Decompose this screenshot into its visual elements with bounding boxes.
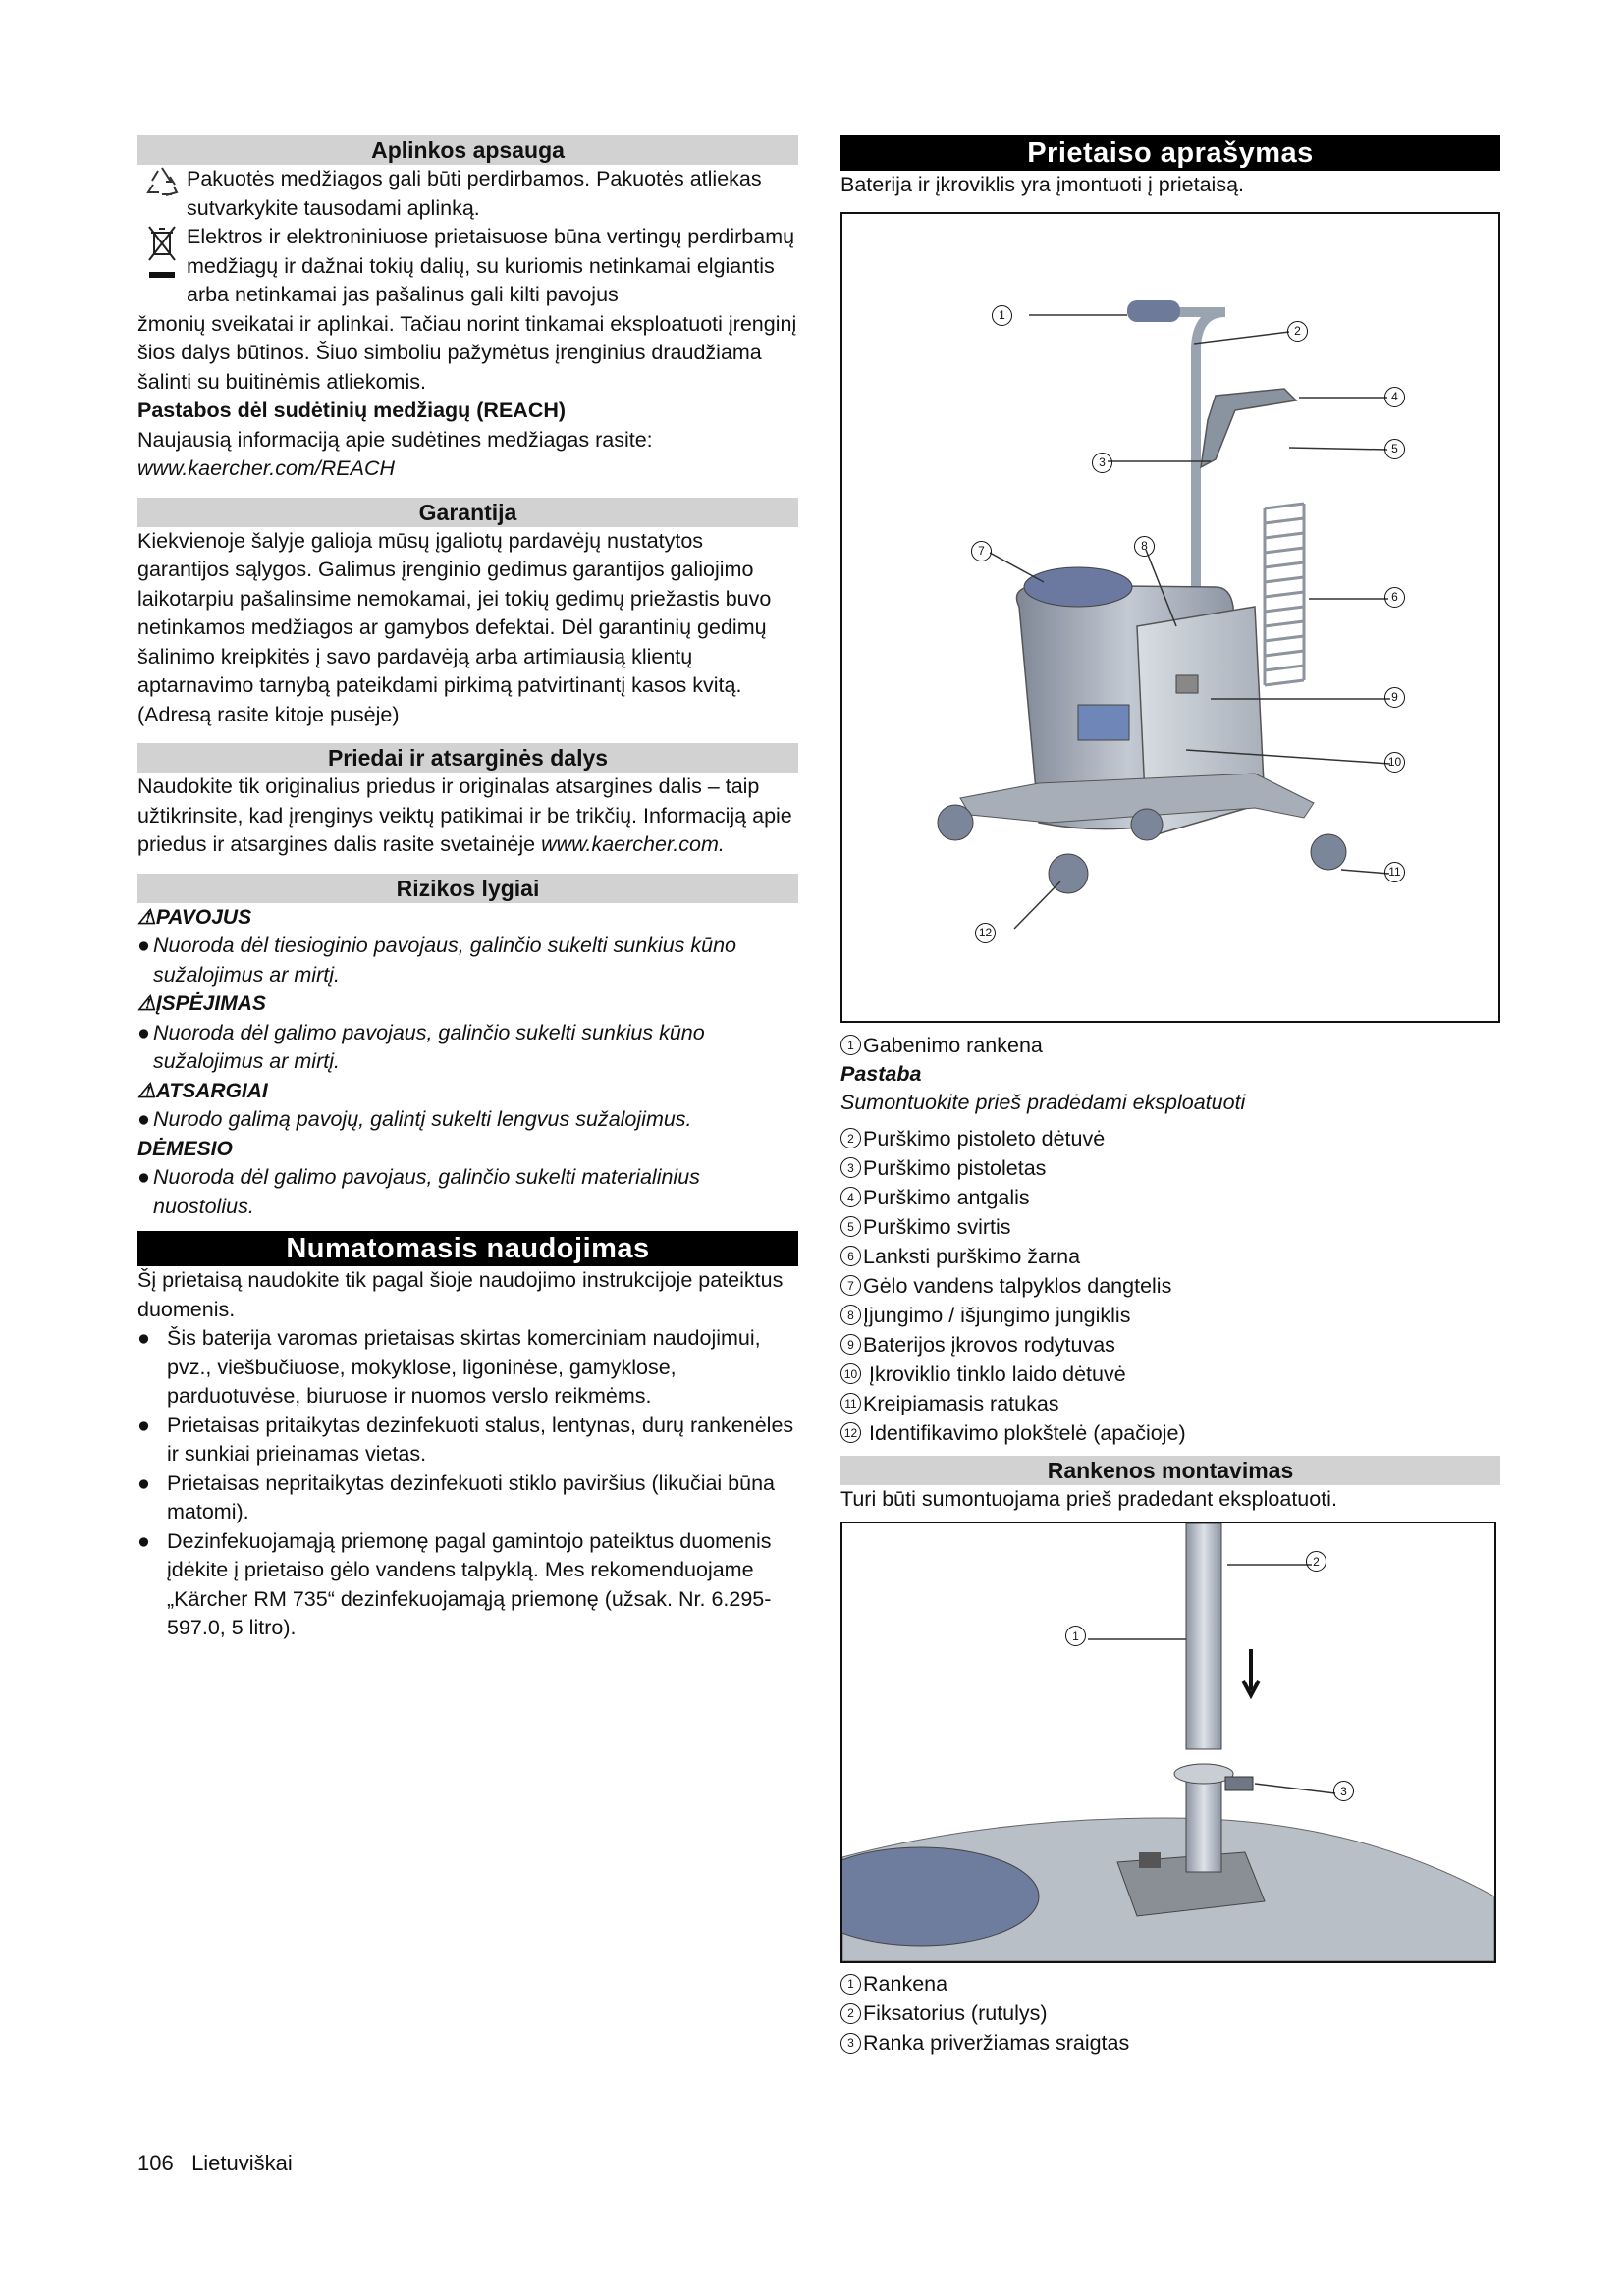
weee-paragraph [137, 223, 798, 310]
callout-11: 11 [1384, 862, 1405, 882]
callout-6: 6 [1384, 587, 1405, 608]
callout-8: 8 [1134, 536, 1155, 557]
handle-mounting-intro: Turi būti sumontuojama prieš pradedant eksploatuoti. [840, 1486, 1337, 1511]
risk-list [137, 903, 798, 1222]
risk-item-warning: ● Nuoroda dėl galimo pavojaus, galinčio sukelti sunkius kūno sužalojimus ar mirtį. [137, 1020, 705, 1073]
handle-illustration [842, 1523, 1494, 1961]
use-bullet: ● Šis baterija varomas prietaisas skirtas komerciniam naudojimui, pvz., viešbučiuose, mokyklose, ligoninėse, gamyklose, parduotuvėse, biuruose ir nuomos verslo reikmėms. [137, 1326, 761, 1408]
handle-figure [840, 1522, 1496, 1963]
callout-7: 7 [971, 541, 992, 561]
warranty-heading: Garantija [137, 498, 798, 527]
callout-10: 10 [1384, 752, 1405, 773]
intended-use-heading: Numatomasis naudojimas [137, 1231, 798, 1266]
legend-item: 2 Purškimo pistoleto dėtuvė [840, 1124, 1500, 1153]
use-bullet: ● Prietaisas nepritaikytas dezinfekuoti stiklo paviršius (likučiai būna matomi). [137, 1470, 776, 1523]
callout-1: 1 [1065, 1626, 1086, 1646]
env-p2a: Elektros ir elektroniniuose prietaisuose būna vertingų perdirbamų medžiagų ir dažnai tokių dalių, su kuriomis netinkamai elgiantis arba netinkamai jas pašalinus gali kilti pavojus [187, 225, 795, 306]
device-description-intro: Baterija ir įkroviklis yra įmontuoti į prietaisą. [840, 173, 1245, 196]
use-bullet: ● Prietaisas pritaikytas dezinfekuoti stalus, lentynas, durų rankenėles ir sunkiai prieinamas vietas. [137, 1413, 794, 1466]
legend-item: 2 Fiksatorius (rutulys) [840, 1999, 1500, 2028]
device-illustration [842, 214, 1498, 1021]
crossed-bin-icon [137, 223, 187, 310]
warranty-address: (Adresą rasite kitoje pusėje) [137, 702, 400, 726]
recycle-paragraph [137, 165, 798, 223]
reach-link[interactable]: www.kaercher.com/REACH [137, 456, 396, 480]
reach-title: Pastabos dėl sudėtinių medžiagų (REACH) [137, 399, 567, 422]
legend-item: 7 Gėlo vandens talpyklos dangtelis [840, 1271, 1500, 1301]
legend-item: 1 Rankena [840, 1969, 1500, 1999]
risk-label-caution: ⚠ATSARGIAI [137, 1079, 268, 1102]
warning-icon: ⚠ [137, 992, 156, 1015]
right-column [840, 135, 1500, 2057]
accessories-paragraph: Naudokite tik originalius priedus ir originalas atsargines dalis – taip užtikrinsite, kad įrenginys veiktų patikimai ir be trikčių. Informaciją apie priedus ir atsargines dalis rasite svetainėje www.kaercher.com. [137, 774, 792, 856]
callout-12: 12 [975, 923, 996, 943]
callout-3: 3 [1092, 453, 1112, 473]
risk-heading: Rizikos lygiai [137, 874, 798, 903]
legend-item: 1 Gabenimo rankena [840, 1031, 1500, 1060]
note-text: Sumontuokite prieš pradėdami eksploatuoti [840, 1091, 1246, 1114]
warning-icon: ⚠ [137, 1079, 156, 1102]
callout-3: 3 [1333, 1781, 1354, 1801]
legend-item: 10 Įkroviklio tinklo laido dėtuvė [840, 1360, 1500, 1389]
callout-4: 4 [1384, 387, 1405, 407]
risk-label-notice: DĖMESIO [137, 1137, 233, 1160]
legend-item: 3 Purškimo pistoletas [840, 1153, 1500, 1183]
risk-item-notice: ● Nuoroda dėl galimo pavojaus, galinčio sukelti materialinius nuostolius. [137, 1165, 700, 1218]
callout-5: 5 [1384, 439, 1405, 459]
accessories-link[interactable]: www.kaercher.com. [541, 832, 725, 856]
intended-use-intro: Šį prietaisą naudokite tik pagal šioje naudojimo instrukcijoje pateiktus duomenis. [137, 1268, 784, 1321]
reach-paragraph: Naujausią informaciją apie sudėtines medžiagas rasite: www.kaercher.com/REACH [137, 427, 653, 480]
recycle-icon [137, 165, 187, 223]
env-p1: Pakuotės medžiagos gali būti perdirbamos. Pakuotės atliekas sutvarkykite tausodami aplinką. [187, 167, 762, 220]
legend-item: 11 Kreipiamasis ratukas [840, 1389, 1500, 1418]
env-p2b: žmonių sveikatai ir aplinkai. Tačiau norint tinkamai eksploatuoti įrenginį šios dalys būtinos. Šiuo simboliu pažymėtus įrenginius draudžiama šalinti su buitinėmis atliekomis. [137, 311, 797, 394]
legend-item: 3 Ranka priveržiamas sraigtas [840, 2028, 1500, 2057]
warning-icon: ⚠ [137, 905, 156, 929]
legend-item: 9 Baterijos įkrovos rodytuvas [840, 1330, 1500, 1360]
note-title: Pastaba [840, 1061, 922, 1086]
use-bullet: ● Dezinfekuojamąją priemonę pagal gamintojo pateiktus duomenis įdėkite į prietaiso gėlo vandens talpyklą. Mes rekomenduojame „Kärcher RM 735“ dezinfekuojamąją priemonę (užsak. Nr. 6.295-597.0, 5 litro). [137, 1528, 772, 1639]
device-description-heading: Prietaiso aprašymas [840, 135, 1500, 171]
legend-item: 12 Identifikavimo plokštelė (apačioje) [840, 1418, 1500, 1448]
legend-item: 4 Purškimo antgalis [840, 1183, 1500, 1212]
legend-item: 5 Purškimo svirtis [840, 1212, 1500, 1242]
left-column [137, 135, 798, 1643]
device-figure [840, 212, 1500, 1023]
device-legend [840, 1031, 1500, 1448]
footer-language: Lietuviškai [191, 2151, 293, 2175]
risk-label-danger: ⚠PAVOJUS [137, 905, 252, 929]
accessories-heading: Priedai ir atsarginės dalys [137, 743, 798, 773]
page-footer [137, 2151, 293, 2176]
env-heading: Aplinkos apsauga [137, 135, 798, 165]
callout-9: 9 [1384, 687, 1405, 708]
callout-2: 2 [1306, 1551, 1326, 1572]
handle-mounting-heading: Rankenos montavimas [840, 1456, 1500, 1485]
callout-2: 2 [1287, 321, 1308, 342]
handle-legend [840, 1969, 1500, 2057]
warranty-text: Kiekvienoje šalyje galioja mūsų įgaliotų pardavėjų nustatytos garantijos sąlygos. Galimus įrenginio gedimus garantijos galiojimo laikotarpiu pašalinsime nemokamai, jei tokių gedimų priežastis buvo netinkamos medžiagos ar gamybos defektai. Dėl garantinių gedimų šalinimo kreipkitės į savo pardavėją arba artimiausią klientų aptarnavimo tarnybą pateikdami pirkimą patvirtinantį kasos kvitą. [137, 528, 772, 697]
callout-1: 1 [992, 305, 1012, 326]
legend-item: 6 Lanksti purškimo žarna [840, 1242, 1500, 1271]
legend-item: 8 Įjungimo / išjungimo jungiklis [840, 1301, 1500, 1330]
page-number: 106 [137, 2151, 174, 2175]
risk-item-danger: ● Nuoroda dėl tiesioginio pavojaus, galinčio sukelti sunkius kūno sužalojimus ar mirtį. [137, 934, 737, 987]
risk-label-warning: ⚠ĮSPĖJIMAS [137, 992, 266, 1015]
risk-item-caution: ● Nurodo galimą pavojų, galintį sukelti lengvus sužalojimus. [137, 1107, 692, 1131]
